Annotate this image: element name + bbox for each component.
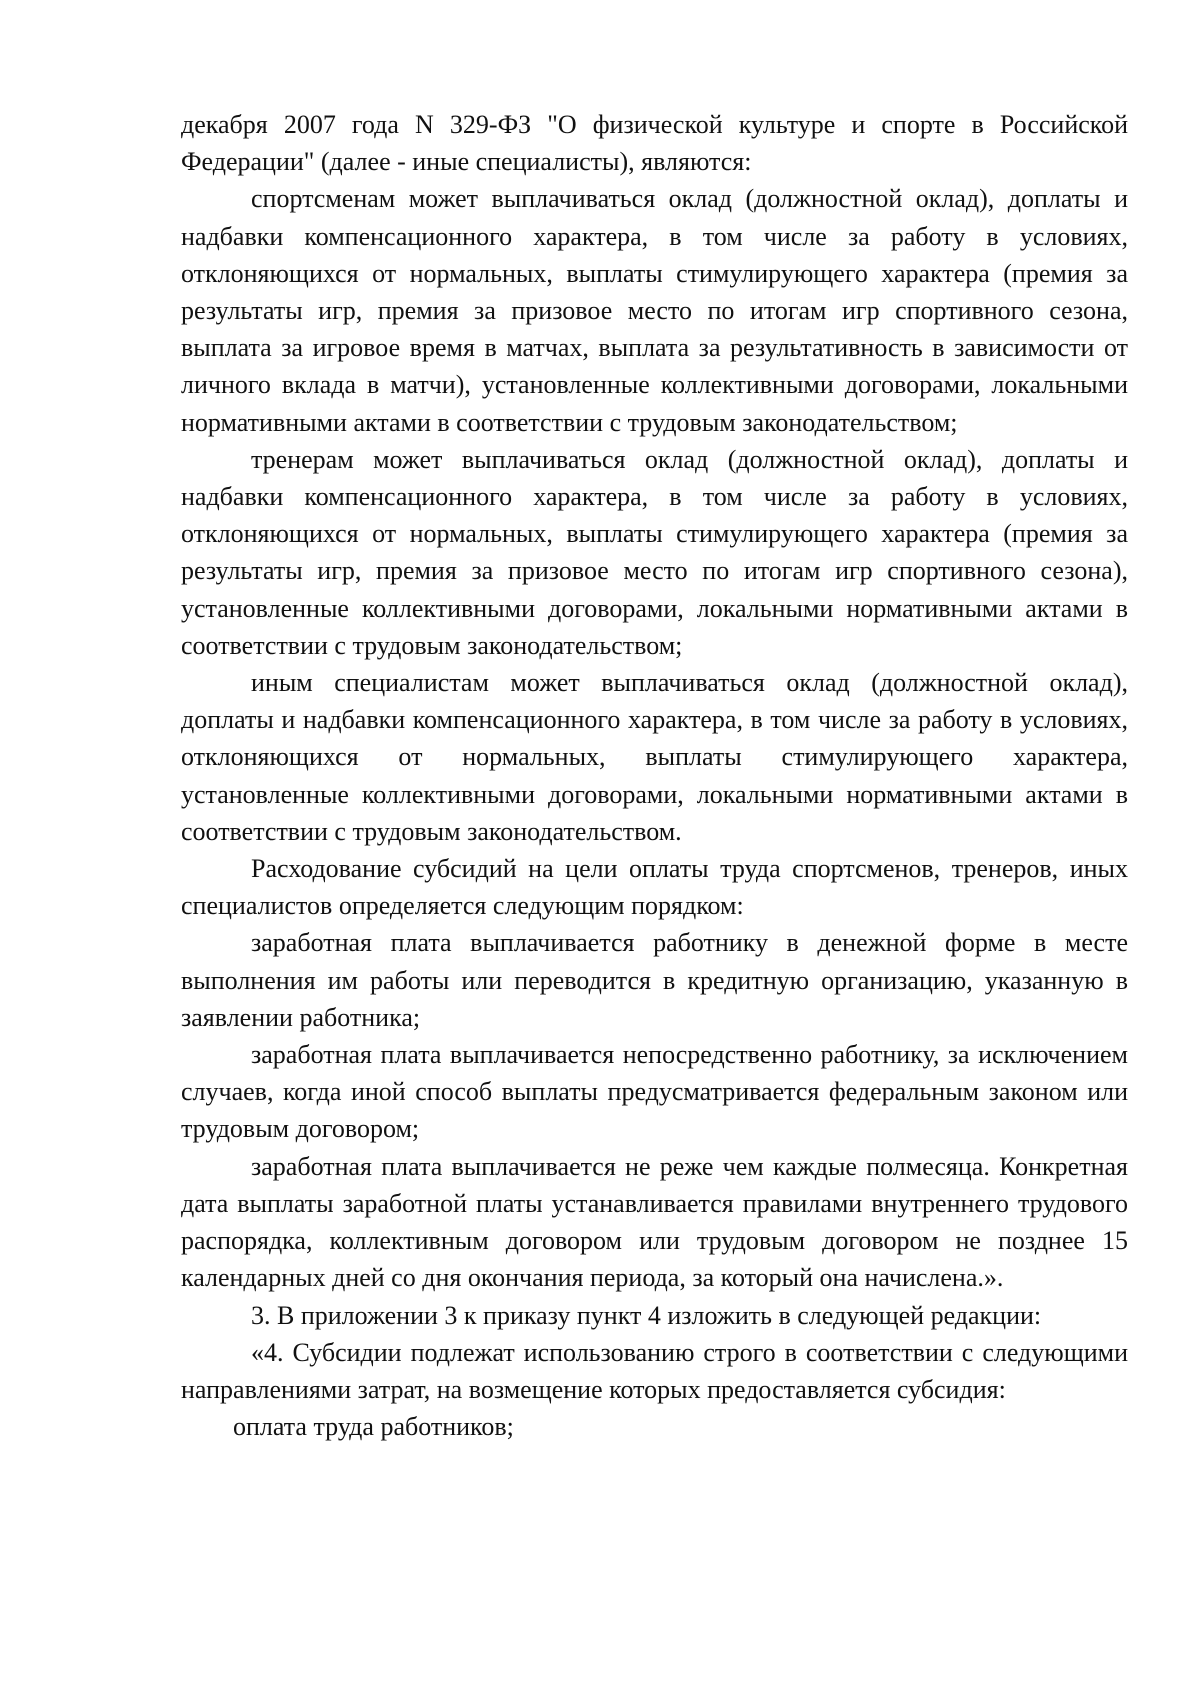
- paragraph-subsidy-spending-order: Расходование субсидий на цели оплаты труда спортсменов, тренеров, иных специалистов определяется следующим порядком:: [181, 854, 1128, 921]
- paragraph-other-specialists-pay: иным специалистам может выплачиваться оклад (должностной оклад), доплаты и надбавки компенсационного характера, в том числе за работу в условиях, отклоняющихся от нормальных, выплаты стимулирующего характера, установленные коллективными договорами, локальными нормативными актами в соответствии с трудовым законодательством.: [181, 668, 1128, 846]
- paragraph-continuation: декабря 2007 года N 329-ФЗ "О физической культуре и спорте в Российской Федерации" (далее - иные специалисты), являются:: [181, 110, 1128, 177]
- paragraph-athletes-pay: спортсменам может выплачиваться оклад (должностной оклад), доплаты и надбавки компенсационного характера, в том числе за работу в условиях, отклоняющихся от нормальных, выплаты стимулирующего характера (премия за результаты игр, премия за призовое место по итогам игр спортивного сезона, выплата за игровое время в матчах, выплата за результативность в зависимости от личного вклада в матчи), установленные коллективными договорами, локальными нормативными актами в соответствии с трудовым законодательством;: [181, 184, 1128, 437]
- paragraph-item-3: 3. В приложении 3 к приказу пункт 4 изложить в следующей редакции:: [251, 1300, 1042, 1330]
- paragraph-item-4: «4. Субсидии подлежат использованию строго в соответствии с следующими направлениями затрат, на возмещение которых предоставляется субсидия:: [181, 1337, 1128, 1404]
- paragraph-labor-payment: оплата труда работников;: [233, 1412, 514, 1442]
- paragraph-salary-payment-place: заработная плата выплачивается работнику в денежной форме в месте выполнения им работы или переводится в кредитную организацию, указанную в заявлении работника;: [181, 928, 1128, 1032]
- paragraph-salary-frequency: заработная плата выплачивается не реже чем каждые полмесяца. Конкретная дата выплаты заработной платы устанавливается правилами внутреннего трудового распорядка, коллективным договором или трудовым договором не позднее 15 календарных дней со дня окончания периода, за который она начислена.».: [181, 1151, 1128, 1293]
- paragraph-salary-paid-directly: заработная плата выплачивается непосредственно работнику, за исключением случаев, когда иной способ выплаты предусматривается федеральным законом или трудовым договором;: [181, 1040, 1128, 1144]
- paragraph-coaches-pay: тренерам может выплачиваться оклад (должностной оклад), доплаты и надбавки компенсационного характера, в том числе за работу в условиях, отклоняющихся от нормальных, выплаты стимулирующего характера (премия за результаты игр, премия за призовое место по итогам игр спортивного сезона), установленные коллективными договорами, локальными нормативными актами в соответствии с трудовым законодательством;: [181, 444, 1128, 660]
- document-page: [181, 106, 1128, 1445]
